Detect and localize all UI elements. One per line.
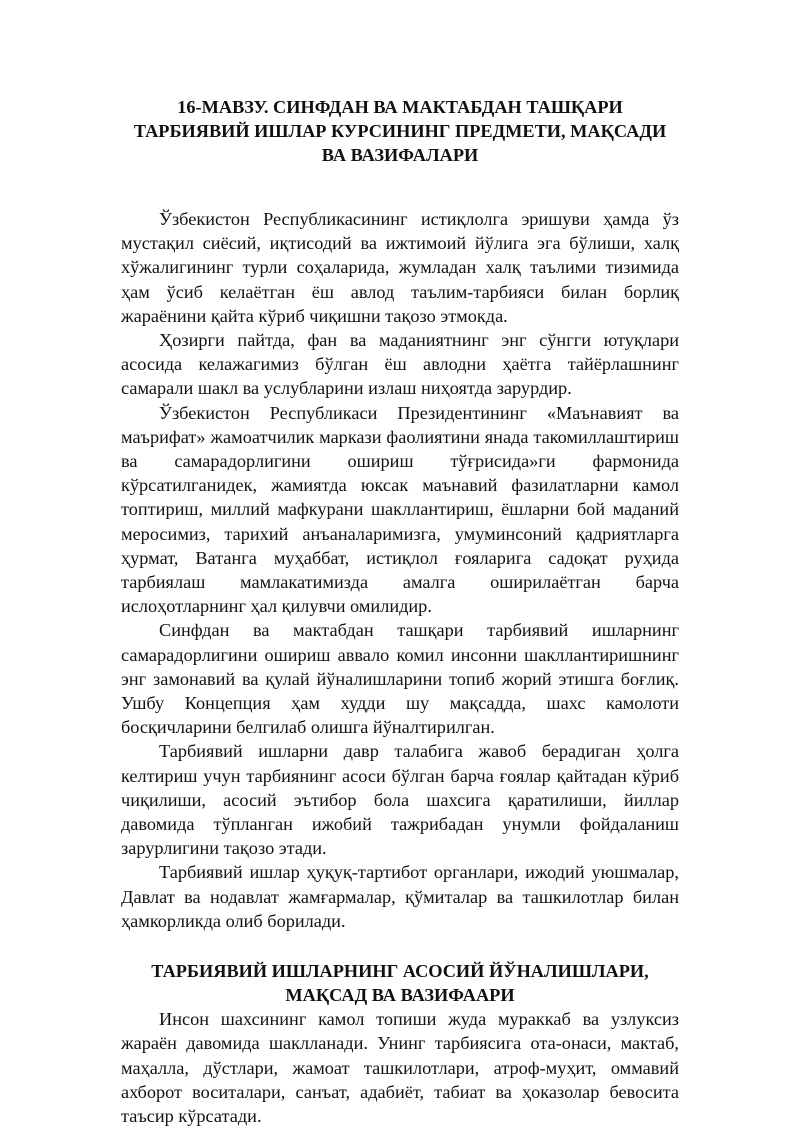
body-paragraph: Тарбиявий ишларни давр талабига жавоб берадиган ҳолга келтириш учун тарбиянинг асоси бўлган барча ғоялар қайтадан кўриб чиқилиши, асосий эътибор бола шахсига қаратилиши, йиллар давомида тўпланган ижобий тажрибадан унумли фойдаланиш зарурлигини тақозо этади. (121, 741, 679, 859)
body-paragraph: Ҳозирги пайтда, фан ва маданиятнинг энг сўнгги ютуқлари асосида келажагимиз бўлган ёш авлодни ҳаётга тайёрлашнинг самарали шакл ва услубларини излаш ниҳоятда зарурдир. (121, 330, 679, 399)
section-title-line: ТАРБИЯВИЙ ИШЛАРНИНГ АСОСИЙ ЙЎНАЛИШЛАРИ, (151, 961, 649, 982)
section-title-line: МАҚСАД ВА ВАЗИФААРИ (285, 985, 515, 1006)
body-paragraph: Ўзбекистон Республикаси Президентининг «Маънавият ва маърифат» жамоатчилик маркази фаолиятини янада такомиллаштириш ва самарадорлигини ошириш тўғрисида»ги фармонида кўрсатилганидек, жамиятда юксак маънавий фазилатларни камол топтириш, миллий мафкурани шакллантириш, ёшларни бой маданий меросимиз, тарихий анъаналаримизга, умуминсоний қадриятларга ҳурмат, Ватанга муҳаббат, истиқлол ғояларига садоқат руҳида тарбиялаш мамлакатимизда амалга оширилаётган барча ислоҳотларнинг ҳал қилувчи омилидир. (121, 402, 679, 617)
title-line: 16-МАВЗУ. СИНФДАН ВА МАКТАБДАН ТАШҚАРИ (177, 97, 623, 117)
document-title (121, 95, 679, 167)
title-line: ВА ВАЗИФАЛАРИ (321, 145, 479, 165)
body-paragraph: Синфдан ва мактабдан ташқари тарбиявий ишларнинг самарадорлигини ошириш аввало комил инсонни шакллантиришнинг энг замонавий ва қулай йўналишларини топиб жорий этишга боғлиқ. Ушбу Концепция ҳам худди шу мақсадда, шахс камолоти босқичларини белгилаб олишга йўналтирилган. (121, 620, 679, 738)
section-title (121, 959, 679, 1007)
body-paragraph: Тарбиявий ишлар ҳуқуқ-тартибот органлари, ижодий уюшмалар, Давлат ва нодавлат жамғармалар, қўмиталар ва ташкилотлар билан ҳамкорликда олиб борилади. (121, 862, 679, 931)
title-line: ТАРБИЯВИЙ ИШЛАР КУРСИНИНГ ПРЕДМЕТИ, МАҚСАДИ (133, 121, 667, 141)
body-paragraph: Ўзбекистон Республикасининг истиқлолга эришуви ҳамда ўз мустақил сиёсий, иқтисодий ва ижтимоий йўлига эга бўлиши, халқ хўжалигининг турли соҳаларида, жумладан халқ таълими тизимида ҳам ўсиб келаётган ёш авлод таълим-тарбияси билан борлиқ жараёнини қайта кўриб чиқишни тақозо этмокда. (121, 209, 679, 326)
section-paragraph: Инсон шахсининг камол топиши жуда мураккаб ва узлуксиз жараён давомида шаклланади. Унинг тарбиясига ота-онаси, мактаб, маҳалла, дўстлари, жамоат ташкилотлари, атроф-муҳит, оммавий ахборот воситалари, санъат, адабиёт, табиат ва ҳоказолар бевосита таъсир кўрсатади. (121, 1009, 679, 1126)
